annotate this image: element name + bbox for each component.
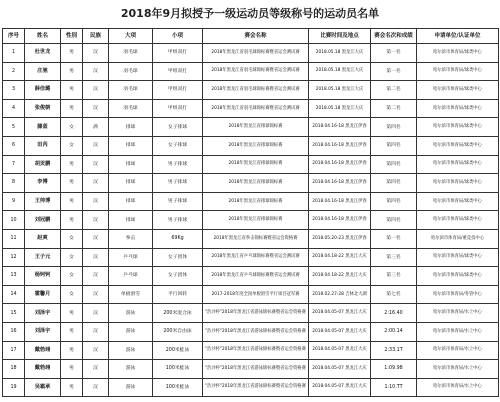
cell-index: 18: [3, 360, 25, 379]
cell-name: 庄驰: [25, 62, 61, 81]
cell-gender: 女: [61, 248, 83, 267]
cell-competition: 2018年黑龙江省排球锦标赛: [203, 118, 309, 137]
cell-name: 王子元: [25, 248, 61, 267]
cell-event: 甲组双打: [153, 44, 203, 63]
cell-competition: 2018年黑龙江省羽毛球锦标赛暨省运会测试赛: [203, 99, 309, 118]
header-date-location: 比赛时间及地点: [309, 29, 371, 44]
cell-result: 第一名: [371, 229, 417, 248]
cell-event: 女子排球: [153, 136, 203, 155]
cell-unit: 哈尔滨市体育局/球类中心: [417, 211, 499, 230]
cell-competition: 2018年黑龙江省排球锦标赛: [203, 192, 309, 211]
cell-gender: 男: [61, 174, 83, 193]
cell-name: 刘泽宇: [25, 304, 61, 323]
cell-gender: 男: [61, 62, 83, 81]
cell-sport: 游泳: [109, 304, 153, 323]
cell-index: 13: [3, 267, 25, 286]
cell-ethnicity: 汉: [83, 136, 109, 155]
cell-sport: 羽毛球: [109, 44, 153, 63]
cell-ethnicity: 汉: [83, 192, 109, 211]
header-sport: 大项: [109, 29, 153, 44]
cell-unit: 哈尔滨市体育局/球类中心: [417, 62, 499, 81]
cell-index: 14: [3, 285, 25, 304]
cell-result: 2:00.14: [371, 322, 417, 341]
cell-sport: 羽毛球: [109, 99, 153, 118]
cell-name: 刘冠鹏: [25, 211, 61, 230]
cell-name: 田芮: [25, 136, 61, 155]
table-row: [3, 341, 499, 360]
cell-ethnicity: 汉: [83, 229, 109, 248]
cell-ethnicity: 汉: [83, 155, 109, 174]
cell-index: 19: [3, 378, 25, 397]
cell-gender: 男: [61, 155, 83, 174]
cell-unit: 哈尔滨市体育局/球类中心: [417, 248, 499, 267]
cell-result: 第二名: [371, 99, 417, 118]
cell-index: 2: [3, 62, 25, 81]
cell-ethnicity: 汉: [83, 360, 109, 379]
cell-result: 2:16.40: [371, 304, 417, 323]
cell-gender: 男: [61, 378, 83, 397]
cell-event: 甲组双打: [153, 62, 203, 81]
cell-sport: 排球: [109, 118, 153, 137]
header-index: 序号: [3, 29, 25, 44]
cell-name: 李博: [25, 174, 61, 193]
cell-result: 1:10.TT: [371, 378, 417, 397]
cell-date-location: 2018.05.18 黑龙江大庆: [309, 44, 371, 63]
cell-gender: 女: [61, 136, 83, 155]
cell-date-location: 2018.05.18 黑龙江大庆: [309, 99, 371, 118]
cell-index: 16: [3, 322, 25, 341]
cell-ethnicity: 汉: [83, 99, 109, 118]
table-row: [3, 248, 499, 267]
cell-date-location: 2018.05.18 黑龙江大庆: [309, 62, 371, 81]
cell-competition: 2018年黑龙江省羽毛球锦标赛暨省运会测试赛: [203, 44, 309, 63]
cell-date-location: 2018.04.18-22 黑龙江大庆: [309, 248, 371, 267]
cell-result: 第四名: [371, 211, 417, 230]
cell-event: 女子团体: [153, 248, 203, 267]
cell-date-location: 2018.04.18-22 黑龙江大庆: [309, 267, 371, 286]
cell-event: 100米蛙泳: [153, 360, 203, 379]
cell-ethnicity: 汉: [83, 248, 109, 267]
cell-unit: 哈尔滨市体育局/球类中心: [417, 81, 499, 100]
cell-index: 17: [3, 341, 25, 360]
cell-name: 霍馨月: [25, 285, 61, 304]
cell-ethnicity: 汉: [83, 267, 109, 286]
cell-unit: 哈尔滨市体育局/水上中心: [417, 341, 499, 360]
cell-date-location: 2018.02.27-28 吉林北大湖: [309, 285, 371, 304]
cell-unit: 哈尔滨市体育局/球类中心: [417, 99, 499, 118]
cell-gender: 男: [61, 192, 83, 211]
cell-sport: 游泳: [109, 322, 153, 341]
header-ethnicity: 民族: [83, 29, 109, 44]
cell-ethnicity: 汉: [83, 44, 109, 63]
cell-index: 15: [3, 304, 25, 323]
cell-competition: "浩沙杯"2018年黑龙江省游泳锦标赛暨省运会资格赛: [203, 378, 309, 397]
cell-unit: 哈尔滨市体育局/冬管中心: [417, 285, 499, 304]
cell-event: 200米混合泳: [153, 304, 203, 323]
cell-unit: 哈尔滨市体育局/水上中心: [417, 360, 499, 379]
cell-gender: 男: [61, 44, 83, 63]
cell-unit: 哈尔滨市体育局/球类中心: [417, 192, 499, 211]
cell-date-location: 2018.04.05-07 黑龙江大庆: [309, 378, 371, 397]
cell-name: 戴勃翊: [25, 341, 61, 360]
cell-event: 100米蛙泳: [153, 378, 203, 397]
cell-result: 第七名: [371, 285, 417, 304]
cell-gender: 女: [61, 267, 83, 286]
cell-competition: 2018年黑龙江省排球锦标赛: [203, 136, 309, 155]
cell-competition: 2018年黑龙江省羽毛球锦标赛暨省运会测试赛: [203, 81, 309, 100]
cell-name: 薛佳璐: [25, 81, 61, 100]
cell-index: 10: [3, 211, 25, 230]
cell-date-location: 2018.04.05-07 黑龙江大庆: [309, 322, 371, 341]
cell-name: 张俊朝: [25, 99, 61, 118]
table-row: [3, 192, 499, 211]
cell-ethnicity: 汉: [83, 62, 109, 81]
cell-index: 6: [3, 136, 25, 155]
cell-event: 200米自由泳: [153, 322, 203, 341]
cell-competition: 2018年黑龙江省排球锦标赛: [203, 174, 309, 193]
cell-unit: 哈尔滨市体育局/水上中心: [417, 322, 499, 341]
cell-result: 第四名: [371, 155, 417, 174]
athlete-roster-table: [2, 28, 499, 397]
cell-gender: 男: [61, 211, 83, 230]
cell-event: 男子排球: [153, 174, 203, 193]
cell-competition: 2018年黑龙江省乒乓球锦标赛暨省运会测试赛: [203, 248, 309, 267]
table-header-row: [3, 29, 499, 44]
table-body: [3, 44, 499, 397]
cell-index: 3: [3, 81, 25, 100]
cell-event: 男子排球: [153, 211, 203, 230]
cell-name: 胡贡鹏: [25, 155, 61, 174]
cell-event: 男子排球: [153, 155, 203, 174]
cell-competition: "浩沙杯"2018年黑龙江省游泳锦标赛暨省运会资格赛: [203, 322, 309, 341]
cell-competition: 2018年黑龙江省乒乓球锦标赛暨省运会测试赛: [203, 267, 309, 286]
table-row: [3, 229, 499, 248]
cell-event: 男子排球: [153, 192, 203, 211]
cell-competition: "浩沙杯"2018年黑龙江省游泳锦标赛暨省运会资格赛: [203, 341, 309, 360]
cell-sport: 乒乓球: [109, 248, 153, 267]
table-row: [3, 322, 499, 341]
cell-index: 11: [3, 229, 25, 248]
cell-sport: 游泳: [109, 341, 153, 360]
cell-name: 杨钶钶: [25, 267, 61, 286]
cell-date-location: 2018.04.05-07 黑龙江大庆: [309, 304, 371, 323]
cell-ethnicity: 汉: [83, 285, 109, 304]
cell-date-location: 2018.05.20-23 黑龙江伊春: [309, 229, 371, 248]
cell-result: 2:33.1T: [371, 341, 417, 360]
cell-index: 5: [3, 118, 25, 137]
cell-ethnicity: 汉: [83, 81, 109, 100]
table-row: [3, 155, 499, 174]
cell-result: 第二名: [371, 81, 417, 100]
cell-competition: 2018年黑龙江省羽毛球锦标赛暨省运会测试赛: [203, 62, 309, 81]
cell-unit: 哈尔滨市体育局/球类中心: [417, 267, 499, 286]
cell-unit: 哈尔滨市体育局/水上中心: [417, 304, 499, 323]
cell-result: 第一名: [371, 44, 417, 63]
cell-competition: 2018年黑龙江省拳击锦标赛暨省运会资格赛: [203, 229, 309, 248]
cell-gender: 男: [61, 304, 83, 323]
cell-name: 王帅博: [25, 192, 61, 211]
cell-result: 1:09.98: [371, 360, 417, 379]
cell-index: 1: [3, 44, 25, 63]
table-row: [3, 136, 499, 155]
cell-unit: 哈尔滨市体育局/球类中心: [417, 44, 499, 63]
cell-ethnicity: 汉: [83, 322, 109, 341]
cell-ethnicity: 汉: [83, 378, 109, 397]
cell-unit: 哈尔滨市体育局/重竞技中心: [417, 229, 499, 248]
header-name: 姓名: [25, 29, 61, 44]
cell-competition: 2018年黑龙江省排球锦标赛: [203, 211, 309, 230]
cell-sport: 游泳: [109, 378, 153, 397]
cell-date-location: 2018.04.16-18 黑龙江伊春: [309, 136, 371, 155]
cell-gender: 男: [61, 360, 83, 379]
cell-event: 甲组双打: [153, 81, 203, 100]
cell-sport: 游泳: [109, 360, 153, 379]
cell-unit: 哈尔滨市体育局/水上中心: [417, 378, 499, 397]
cell-date-location: 2018.04.16-18 黑龙江伊春: [309, 155, 371, 174]
cell-sport: 乒乓球: [109, 267, 153, 286]
cell-event: 平行回转: [153, 285, 203, 304]
cell-name: 杜世龙: [25, 44, 61, 63]
cell-gender: 男: [61, 322, 83, 341]
table-row: [3, 174, 499, 193]
cell-unit: 哈尔滨市体育局/球类中心: [417, 136, 499, 155]
table-row: [3, 118, 499, 137]
cell-sport: 单板滑雪: [109, 285, 153, 304]
cell-index: 4: [3, 99, 25, 118]
cell-unit: 哈尔滨市体育局/球类中心: [417, 155, 499, 174]
cell-sport: 排球: [109, 155, 153, 174]
cell-gender: 男: [61, 341, 83, 360]
cell-index: 7: [3, 155, 25, 174]
header-competition: 赛会名称: [203, 29, 309, 44]
cell-name: 滕蓝: [25, 118, 61, 137]
header-result: 赛会名次和成绩: [371, 29, 417, 44]
cell-ethnicity: 汉: [83, 304, 109, 323]
cell-event: 200米蛙泳: [153, 341, 203, 360]
cell-gender: 女: [61, 285, 83, 304]
cell-date-location: 2018.04.16-18 黑龙江伊春: [309, 174, 371, 193]
cell-competition: "浩沙杯"2018年黑龙江省游泳锦标赛暨省运会资格赛: [203, 360, 309, 379]
cell-name: 吴霜承: [25, 378, 61, 397]
cell-ethnicity: 汉: [83, 341, 109, 360]
cell-date-location: 2018.04.16-18 黑龙江伊春: [309, 118, 371, 137]
cell-gender: 男: [61, 99, 83, 118]
cell-unit: 哈尔滨市体育局/球类中心: [417, 174, 499, 193]
cell-date-location: 2018.04.16-18 黑龙江伊春: [309, 192, 371, 211]
cell-ethnicity: 满: [83, 118, 109, 137]
cell-sport: 排球: [109, 192, 153, 211]
cell-index: 12: [3, 248, 25, 267]
cell-date-location: 2018.05.18 黑龙江大庆: [309, 81, 371, 100]
cell-result: 第四名: [371, 174, 417, 193]
cell-index: 8: [3, 174, 25, 193]
cell-index: 9: [3, 192, 25, 211]
cell-gender: 女: [61, 118, 83, 137]
cell-result: 第四名: [371, 192, 417, 211]
table-row: [3, 378, 499, 397]
table-row: [3, 304, 499, 323]
cell-gender: 男: [61, 81, 83, 100]
cell-result: 第一名: [371, 62, 417, 81]
cell-sport: 排球: [109, 136, 153, 155]
header-unit: 申请单位/认证单位: [417, 29, 499, 44]
cell-event: 甲组双打: [153, 99, 203, 118]
cell-competition: "浩沙杯"2018年黑龙江省游泳锦标赛暨省运会资格赛: [203, 304, 309, 323]
header-event: 小项: [153, 29, 203, 44]
table-row: [3, 360, 499, 379]
cell-sport: 排球: [109, 174, 153, 193]
document-title: 2018年9月拟授予一级运动员等级称号的运动员名单: [120, 7, 380, 20]
header-gender: 性别: [61, 29, 83, 44]
cell-date-location: 2018.04.05-07 黑龙江大庆: [309, 360, 371, 379]
table-row: [3, 285, 499, 304]
cell-name: 赵爽: [25, 229, 61, 248]
cell-event: 女子排球: [153, 118, 203, 137]
cell-ethnicity: 汉: [83, 174, 109, 193]
cell-date-location: 2018.04.05-07 黑龙江大庆: [309, 341, 371, 360]
cell-date-location: 2018.04.16-18 黑龙江伊春: [309, 211, 371, 230]
cell-unit: 哈尔滨市体育局/球类中心: [417, 118, 499, 137]
cell-sport: 羽毛球: [109, 81, 153, 100]
cell-competition: 2018年黑龙江省排球锦标赛: [203, 155, 309, 174]
table-row: [3, 81, 499, 100]
cell-sport: 羽毛球: [109, 62, 153, 81]
cell-result: 第三名: [371, 267, 417, 286]
cell-result: 第四名: [371, 118, 417, 137]
table-row: [3, 211, 499, 230]
cell-name: 刘泽宇: [25, 322, 61, 341]
cell-ethnicity: 汉: [83, 211, 109, 230]
cell-competition: 2017-2018年度全国单板滑雪平行项目冠军赛: [203, 285, 309, 304]
cell-event: 69Kg: [153, 229, 203, 248]
cell-gender: 女: [61, 229, 83, 248]
cell-result: 第三名: [371, 248, 417, 267]
cell-event: 女子团体: [153, 267, 203, 286]
table-row: [3, 62, 499, 81]
table-row: [3, 267, 499, 286]
cell-result: 第四名: [371, 136, 417, 155]
table-row: [3, 99, 499, 118]
cell-name: 戴勃翊: [25, 360, 61, 379]
cell-sport: 排球: [109, 211, 153, 230]
cell-sport: 拳击: [109, 229, 153, 248]
table-row: [3, 44, 499, 63]
